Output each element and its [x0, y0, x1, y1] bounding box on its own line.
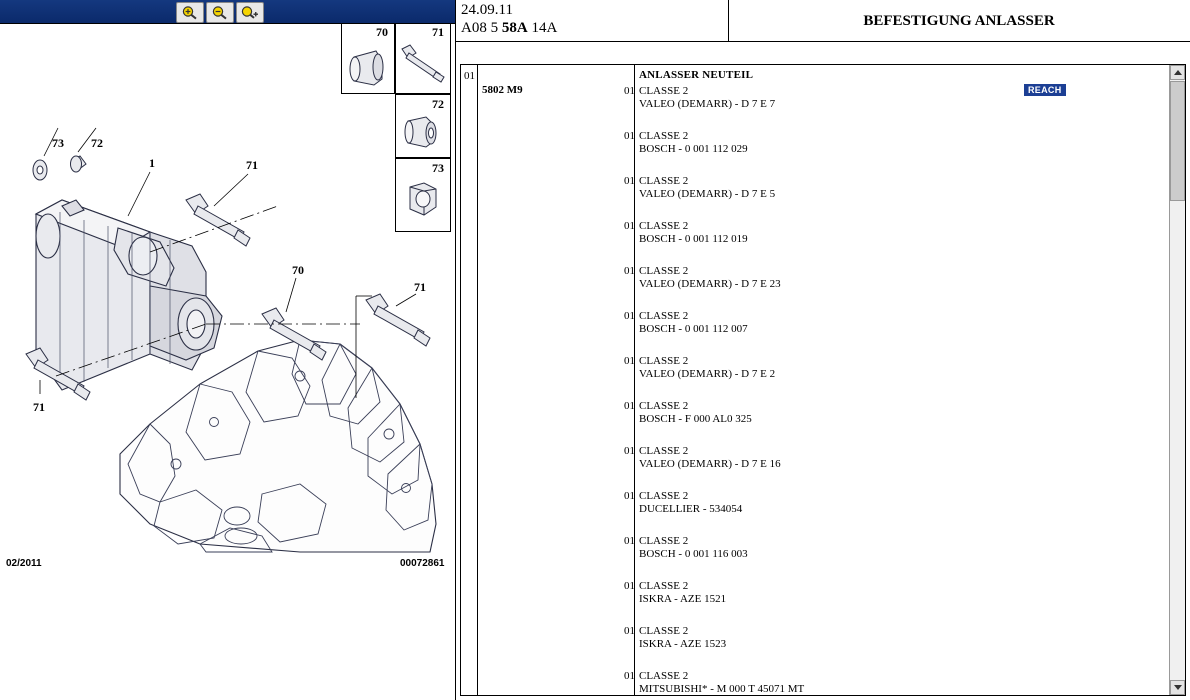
- row-class: CLASSE 2: [639, 220, 689, 232]
- row-quantity: 01: [624, 220, 635, 232]
- row-supplier: VALEO (DEMARR) - D 7 E 16: [639, 458, 781, 470]
- diagram-pane: [0, 0, 456, 700]
- row-class: CLASSE 2: [639, 130, 689, 142]
- inset-detail-73[interactable]: [395, 158, 451, 232]
- parts-table-col-desc: [624, 65, 1170, 695]
- inset-detail-72[interactable]: [395, 94, 451, 158]
- callout-73-top: 73: [52, 136, 64, 150]
- parts-table-col-ref: [478, 65, 635, 695]
- exploded-view-diagram[interactable]: [0, 24, 455, 700]
- row-quantity: 01: [624, 310, 635, 322]
- header-code: [461, 20, 557, 37]
- row-class: CLASSE 2: [639, 85, 689, 97]
- row-quantity: 01: [624, 670, 635, 682]
- chevron-up-icon: [1174, 70, 1182, 75]
- row-class: CLASSE 2: [639, 490, 689, 502]
- zoom-in-icon[interactable]: [176, 2, 204, 23]
- row-supplier: BOSCH - F 000 AL0 325: [639, 413, 752, 425]
- row-quantity: 01: [624, 580, 635, 592]
- inset-73-drawing: [396, 177, 450, 229]
- zoom-fit-icon[interactable]: [236, 2, 264, 23]
- part-reference: 5802 M9: [482, 84, 523, 96]
- section-title: ANLASSER NEUTEIL: [639, 69, 754, 81]
- row-class: CLASSE 2: [639, 310, 689, 322]
- row-class: CLASSE 2: [639, 445, 689, 457]
- row-quantity: 01: [624, 400, 635, 412]
- inset-70-drawing: [342, 43, 394, 91]
- row-quantity: 01: [624, 130, 635, 142]
- page-title: BEFESTIGUNG ANLASSER: [863, 12, 1055, 29]
- row-quantity: 01: [624, 85, 635, 97]
- row-supplier: VALEO (DEMARR) - D 7 E 7: [639, 98, 776, 110]
- row-quantity: 01: [624, 355, 635, 367]
- zoom-button-group: [176, 2, 264, 23]
- starter-motor-drawing: [0, 24, 455, 584]
- parts-table-col-index: [461, 65, 478, 695]
- row-supplier: ISKRA - AZE 1521: [639, 593, 727, 605]
- row-quantity: 01: [624, 445, 635, 457]
- zoom-out-icon[interactable]: [206, 2, 234, 23]
- inset-71-drawing: [396, 41, 450, 89]
- row-quantity: 01: [624, 625, 635, 637]
- parts-pane: [456, 0, 1190, 700]
- row-supplier: ISKRA - AZE 1523: [639, 638, 727, 650]
- row-class: CLASSE 2: [639, 670, 689, 682]
- reach-badge: REACH: [1024, 84, 1066, 96]
- row-supplier: DUCELLIER - 534054: [639, 503, 743, 515]
- callout-71-upper: 71: [246, 158, 258, 172]
- col-index-label: 01: [464, 70, 475, 82]
- row-quantity: 01: [624, 490, 635, 502]
- header-code-prefix: A08 5: [461, 20, 502, 36]
- row-quantity: 01: [624, 265, 635, 277]
- row-class: CLASSE 2: [639, 355, 689, 367]
- scroll-down-button[interactable]: [1170, 680, 1185, 695]
- callout-70: 70: [292, 263, 304, 277]
- drawing-date: 02/2011: [6, 558, 42, 569]
- row-class: CLASSE 2: [639, 265, 689, 277]
- inset-detail-71[interactable]: [395, 24, 451, 94]
- drawing-number: 00072861: [400, 558, 445, 569]
- vertical-scrollbar[interactable]: [1169, 65, 1185, 695]
- row-supplier: VALEO (DEMARR) - D 7 E 2: [639, 368, 776, 380]
- row-class: CLASSE 2: [639, 400, 689, 412]
- row-supplier: VALEO (DEMARR) - D 7 E 5: [639, 188, 776, 200]
- callout-1: 1: [149, 156, 155, 170]
- inset-label-72: 72: [432, 97, 444, 111]
- header-bar: [456, 0, 1190, 42]
- header-code-suffix: 14A: [527, 20, 558, 36]
- diagram-toolbar: [0, 0, 455, 24]
- row-quantity: 01: [624, 535, 635, 547]
- row-class: CLASSE 2: [639, 625, 689, 637]
- chevron-down-icon: [1174, 685, 1182, 690]
- inset-72-drawing: [396, 111, 450, 155]
- row-class: CLASSE 2: [639, 535, 689, 547]
- row-supplier: VALEO (DEMARR) - D 7 E 23: [639, 278, 781, 290]
- scroll-up-button[interactable]: [1170, 65, 1185, 80]
- row-supplier: BOSCH - 0 001 112 019: [639, 233, 748, 245]
- inset-detail-70[interactable]: [341, 24, 395, 94]
- header-code-bold: 58A: [501, 20, 528, 36]
- row-class: CLASSE 2: [639, 175, 689, 187]
- row-class: CLASSE 2: [639, 580, 689, 592]
- inset-label-70: 70: [376, 25, 388, 39]
- callout-71-lower: 71: [33, 400, 45, 414]
- scrollbar-thumb[interactable]: [1170, 81, 1185, 201]
- row-supplier: BOSCH - 0 001 112 029: [639, 143, 748, 155]
- row-quantity: 01: [624, 175, 635, 187]
- callout-71-right: 71: [414, 280, 426, 294]
- callout-72-top: 72: [91, 136, 103, 150]
- header-date: 24.09.11: [461, 2, 513, 18]
- row-supplier: BOSCH - 0 001 112 007: [639, 323, 748, 335]
- inset-label-73: 73: [432, 161, 444, 175]
- parts-table: [460, 64, 1186, 696]
- row-supplier: MITSUBISHI* - M 000 T 45071 MT: [639, 683, 805, 695]
- inset-label-71: 71: [432, 25, 444, 39]
- row-supplier: BOSCH - 0 001 116 003: [639, 548, 748, 560]
